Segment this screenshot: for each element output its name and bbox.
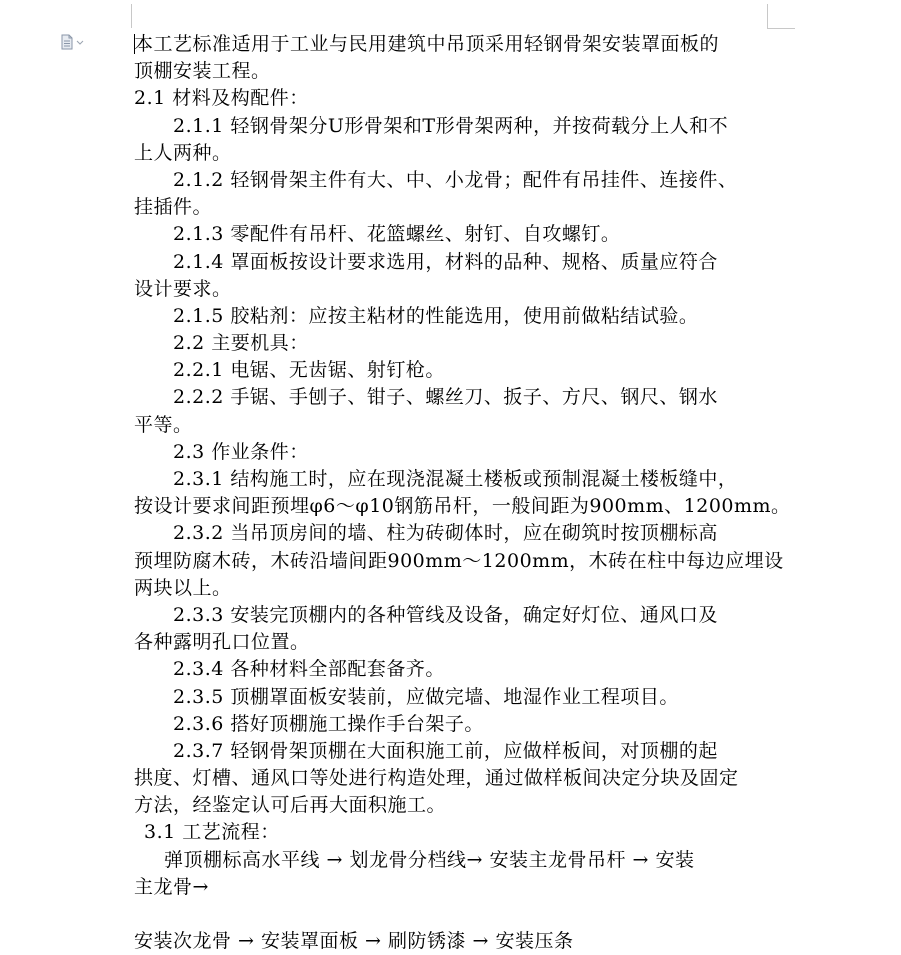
text-line: 2.2.2 手锯、手刨子、钳子、螺丝刀、扳子、方尺、钢尺、钢水 bbox=[173, 386, 718, 409]
text-line: 方法，经鉴定认可后再大面积施工。 bbox=[134, 794, 447, 817]
text-line: 顶棚安装工程。 bbox=[134, 60, 271, 83]
text-line: 弹顶棚标高水平线 → 划龙骨分档线→ 安装主龙骨吊杆 → 安装 bbox=[164, 848, 695, 871]
document-body[interactable] bbox=[134, 31, 791, 955]
blank-line bbox=[134, 901, 770, 928]
text-line: 2.1.4 罩面板按设计要求选用，材料的品种、规格、质量应符合 bbox=[173, 250, 718, 273]
text-line: 2.3.4 各种材料全部配套备齐。 bbox=[173, 658, 445, 681]
text-line: 拱度、灯槽、通风口等处进行构造处理，通过做样板间决定分块及固定 bbox=[134, 767, 739, 790]
text-line: 各种露明孔口位置。 bbox=[134, 631, 310, 654]
text-line: 上人两种。 bbox=[134, 141, 232, 164]
text-line: 2.1.3 零配件有吊杆、花篮螺丝、射钉、自攻螺钉。 bbox=[173, 223, 621, 246]
text-line: 2.3.6 搭好顶棚施工操作手台架子。 bbox=[173, 712, 484, 735]
text-line: 主龙骨→ bbox=[134, 875, 209, 898]
text-line: 两块以上。 bbox=[134, 576, 232, 599]
text-line: 2.3.7 轻钢骨架顶棚在大面积施工前，应做样板间，对顶棚的起 bbox=[173, 739, 718, 762]
text-line: 2.1.2 轻钢骨架主件有大、中、小龙骨；配件有吊挂件、连接件、 bbox=[173, 168, 738, 191]
page-corner-mark-left bbox=[131, 4, 132, 28]
text-line: 2.3.5 顶棚罩面板安装前，应做完墙、地湿作业工程项目。 bbox=[173, 685, 679, 708]
text-line: 平等。 bbox=[134, 413, 193, 436]
text-line: 设计要求。 bbox=[134, 277, 232, 300]
section-heading: 3.1 工艺流程： bbox=[144, 821, 280, 844]
text-line: 2.1.5 胶粘剂：应按主粘材的性能选用，使用前做粘结试验。 bbox=[173, 304, 699, 327]
page-corner-mark-right bbox=[767, 4, 768, 28]
section-heading: 2.2 主要机具： bbox=[173, 332, 309, 355]
text-line: 按设计要求间距预埋φ6～φ10钢筋吊杆，一般间距为900mm、1200mm。 bbox=[134, 495, 791, 518]
document-icon[interactable] bbox=[60, 34, 86, 50]
text-line: 本工艺标准适用于工业与民用建筑中吊顶采用轻钢骨架安装罩面板的 bbox=[134, 33, 720, 55]
text-line: 挂插件。 bbox=[134, 196, 213, 219]
section-heading: 2.1 材料及构配件： bbox=[134, 87, 309, 110]
page-corner-mark-right-horizontal bbox=[767, 28, 795, 29]
text-line: 预埋防腐木砖，木砖沿墙间距900mm～1200mm，木砖在柱中每边应埋设 bbox=[134, 549, 784, 572]
text-line: 2.3.3 安装完顶棚内的各种管线及设备，确定好灯位、通风口及 bbox=[173, 603, 718, 626]
text-line: 2.3.2 当吊顶房间的墙、柱为砖砌体时，应在砌筑时按顶棚标高 bbox=[173, 522, 718, 545]
section-heading: 2.3 作业条件： bbox=[173, 440, 309, 463]
text-line: 2.1.1 轻钢骨架分U形骨架和T形骨架两种，并按荷载分上人和不 bbox=[173, 114, 729, 137]
text-line: 2.3.1 结构施工时，应在现浇混凝土楼板或预制混凝土楼板缝中， bbox=[173, 468, 738, 490]
text-line: 2.2.1 电锯、无齿锯、射钉枪。 bbox=[173, 359, 445, 382]
text-line: 安装次龙骨 → 安装罩面板 → 刷防锈漆 → 安装压条 bbox=[134, 930, 574, 953]
